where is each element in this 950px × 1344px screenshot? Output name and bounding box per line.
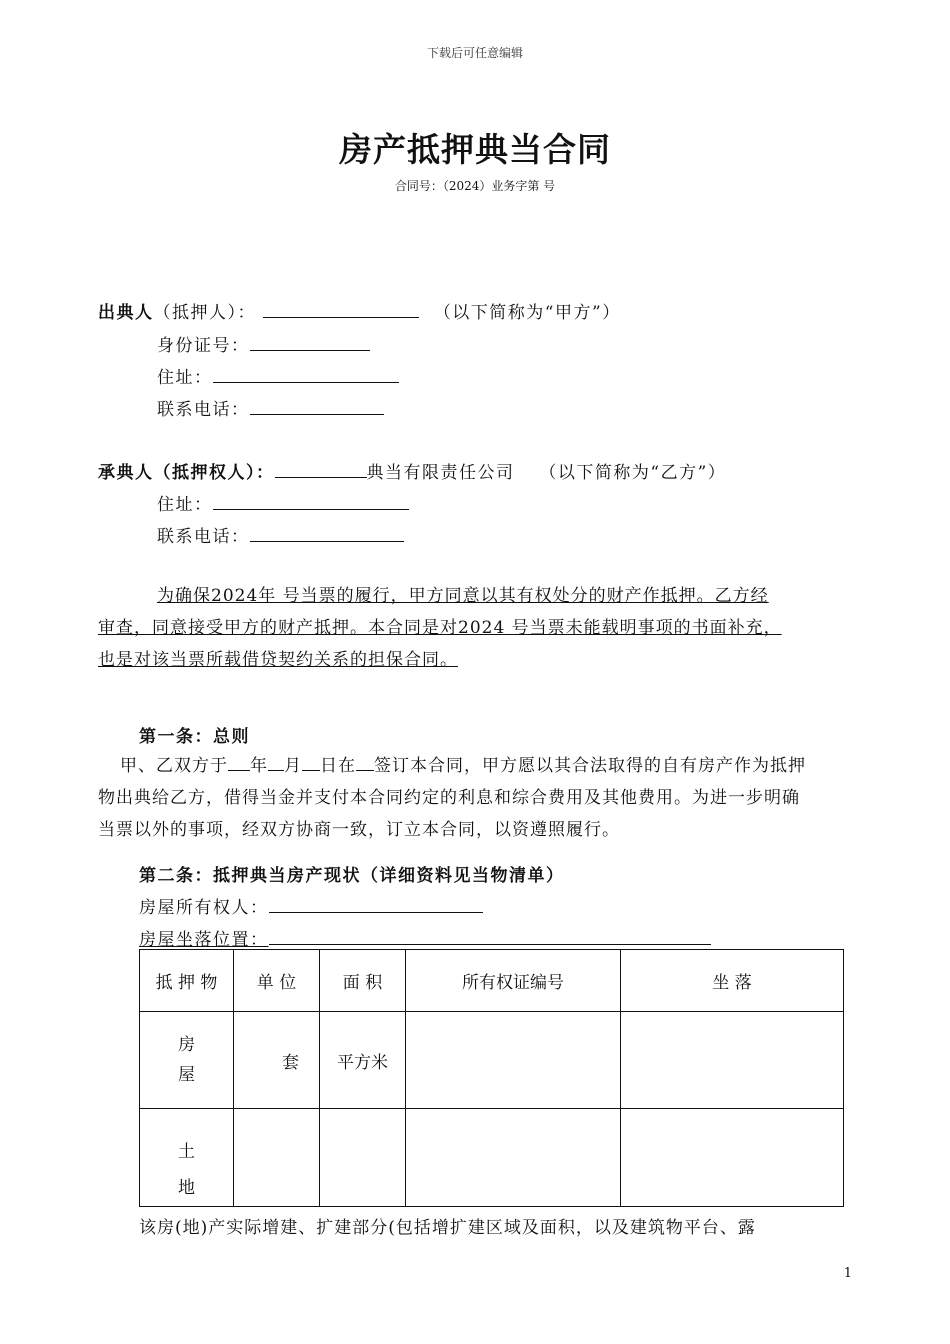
- party-a-address-line: [157, 363, 399, 388]
- party-a-phone-blank: [250, 397, 384, 415]
- location-label: 房屋坐落位置：: [139, 930, 269, 950]
- owner-label: 房屋所有权人：: [139, 898, 269, 918]
- header-location: 坐 落: [621, 950, 844, 1012]
- house-char-1: 房: [178, 1035, 195, 1055]
- page-number: 1: [843, 1266, 852, 1281]
- article-1-text-e: 签订本合同，甲方愿以其合法取得的自有房产作为抵押: [374, 756, 806, 776]
- party-a-id-blank: [250, 333, 370, 351]
- article-1-text-d: 日在: [320, 756, 356, 776]
- house-area: 平方米: [320, 1012, 406, 1109]
- land-area-cell[interactable]: [320, 1109, 406, 1207]
- party-b-label: 承典人: [98, 463, 154, 483]
- party-b-company: 典当有限责任公司: [366, 463, 515, 483]
- party-a-role: （抵押人）：: [153, 303, 256, 323]
- land-unit-cell[interactable]: [234, 1109, 320, 1207]
- party-a-name-blank: [263, 300, 419, 318]
- house-cert-cell[interactable]: [406, 1012, 621, 1109]
- location-blank: [269, 927, 711, 945]
- preamble-line-3: 也是对该当票所载借贷契约关系的担保合同。: [98, 650, 458, 670]
- land-location-cell[interactable]: [621, 1109, 844, 1207]
- party-a-alias: （以下简称为“甲方”）: [433, 303, 621, 323]
- party-b-line: [98, 458, 726, 483]
- article-1-line-2: 物出典给乙方，借得当金并支付本合同约定的利息和综合费用及其他费用。为进一步明确: [98, 788, 800, 808]
- owner-line: [139, 893, 483, 918]
- header-note: 下载后可任意编辑: [426, 46, 523, 60]
- party-b-phone-blank: [250, 524, 404, 542]
- party-a-id-line: [157, 331, 370, 356]
- party-b-phone-line: [157, 522, 404, 547]
- party-a-id-label: 身份证号：: [157, 336, 250, 356]
- property-table: [139, 949, 844, 1207]
- article-1-text-b: 年: [250, 756, 268, 776]
- document-title: 房产抵押典当合同: [339, 130, 611, 169]
- header-area: 面 积: [320, 950, 406, 1012]
- house-location-cell[interactable]: [621, 1012, 844, 1109]
- article-1-heading: 第一条：总则: [139, 727, 250, 747]
- article-1-line-1: [120, 750, 806, 782]
- header-unit: 单 位: [234, 950, 320, 1012]
- house-char-2: 屋: [178, 1065, 195, 1085]
- party-a-line: [98, 298, 621, 323]
- house-cell: [140, 1012, 234, 1109]
- article-1-text-c: 月: [284, 756, 302, 776]
- party-b-phone-label: 联系电话：: [157, 527, 250, 547]
- party-a-address-label: 住址：: [157, 368, 213, 388]
- party-b-address-line: [157, 490, 409, 515]
- party-a-address-blank: [213, 365, 399, 383]
- party-b-address-blank: [213, 492, 409, 510]
- party-b-role: （抵押权人）：: [153, 463, 275, 483]
- article-1-text-a: 甲、乙双方于: [120, 756, 228, 776]
- place-blank: [356, 753, 374, 771]
- party-b-name-blank: [275, 460, 367, 478]
- location-line: [139, 925, 711, 950]
- party-a-phone-line: [157, 395, 384, 420]
- year-blank: [228, 753, 250, 771]
- table-row: [140, 1109, 844, 1207]
- contract-number: 合同号：（2024）业务字第 号: [394, 179, 556, 193]
- table-header-row: [140, 950, 844, 1012]
- party-a-label: 出典人: [98, 303, 154, 323]
- party-b-alias: （以下简称为“乙方”）: [539, 463, 727, 483]
- header-cert-no: 所有权证编号: [406, 950, 621, 1012]
- preamble-line-2: 审查，同意接受甲方的财产抵押。本合同是对2024 号当票未能载明事项的书面补充，: [98, 618, 782, 638]
- party-b-address-label: 住址：: [157, 495, 213, 515]
- land-cell: [140, 1109, 234, 1207]
- owner-blank: [269, 895, 483, 913]
- article-2-heading: 第二条：抵押典当房产现状（详细资料见当物清单）: [139, 866, 565, 886]
- land-cert-cell[interactable]: [406, 1109, 621, 1207]
- trailing-text: 该房(地)产实际增建、扩建部分(包括增扩建区域及面积，以及建筑物平台、露: [139, 1218, 756, 1238]
- article-1-line-3: 当票以外的事项，经双方协商一致，订立本合同，以资遵照履行。: [98, 820, 620, 840]
- month-blank: [268, 753, 284, 771]
- land-char-2: 地: [178, 1178, 195, 1198]
- header-item: 抵 押 物: [140, 950, 234, 1012]
- house-unit: 套: [234, 1012, 320, 1109]
- day-blank: [302, 753, 320, 771]
- preamble-line-1: 为确保2024年 号当票的履行，甲方同意以其有权处分的财产作抵押。乙方经: [157, 586, 769, 606]
- party-a-phone-label: 联系电话：: [157, 400, 250, 420]
- land-char-1: 土: [178, 1142, 195, 1162]
- table-row: [140, 1012, 844, 1109]
